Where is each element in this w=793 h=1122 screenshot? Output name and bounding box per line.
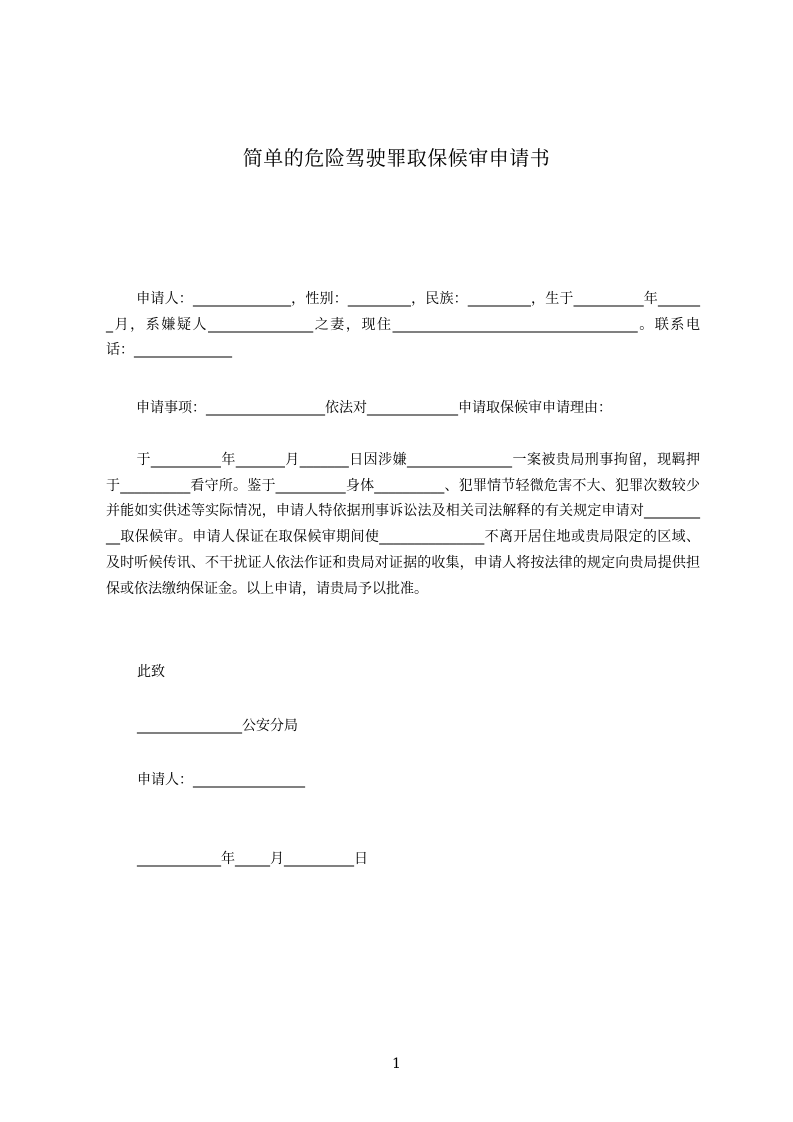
page-number: 1 bbox=[392, 1056, 401, 1072]
date-line: ____________年_____月__________日 bbox=[137, 851, 368, 867]
signature-line: 申请人：________________ bbox=[137, 772, 305, 788]
recipient-line: _______________公安分局 bbox=[137, 718, 298, 734]
application-matter-paragraph bbox=[106, 396, 700, 422]
applicant-info-paragraph bbox=[106, 287, 700, 364]
document-title: 简单的危险驾驶罪取保候审申请书 bbox=[242, 146, 551, 170]
reasons-paragraph bbox=[106, 448, 700, 602]
reasons-text: 于__________年_______月_______日因涉嫌_______________一案被贵局刑事拘留，现羁押于__________看守所。鉴于__________身体__________、犯罪情节轻微危害不大、犯罪次数较少并能如实供述等实际情况，申请人特依据刑事诉讼法及相关司法解释的有关规定申请对__________取保候审。申请人保证在取保候审期间使_______________不离开居住地或贵局限定的区域、及时听候传讯、不干扰证人依法作证和贵局对证据的收集，申请人将按法律的规定向贵局提供担保或依法缴纳保证金。以上申请，请贵局予以批准。 bbox=[106, 452, 700, 597]
salutation: 此致 bbox=[137, 664, 165, 680]
application-matter-text: 申请事项：_________________依法对_____________申请取保候审申请理由： bbox=[136, 400, 612, 416]
applicant-info-text: 申请人：______________，性别：_________，民族：_________，生于__________年_______月，系嫌疑人_______________之妻，现住___________________________________。联系电话：______________ bbox=[106, 291, 700, 359]
